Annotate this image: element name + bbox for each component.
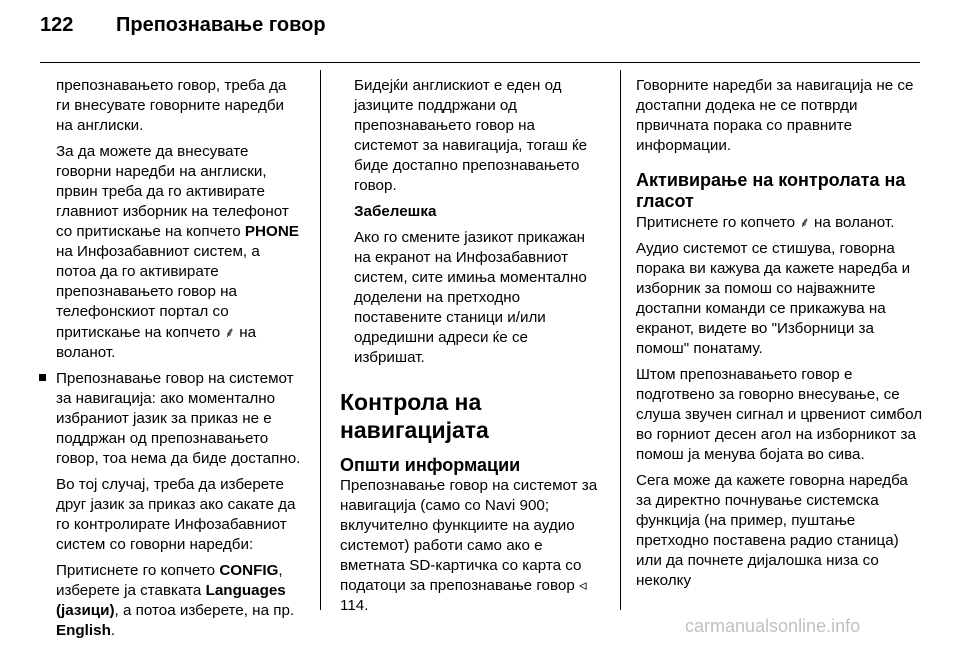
column-2: [340, 76, 602, 622]
page-reference: 114.: [340, 597, 369, 614]
text: Препознавање говор на системот за навигација: ако моментално избраниот јазик за приказ не е поддржан од препознавањето говор, тоа нема да биде достапно.: [56, 370, 301, 467]
paragraph: Бидејќи англискиот е еден од јазиците поддржани од препознавањето говор на системот за навигација, тогаш ќе биде достапно препознавањето говор.: [354, 77, 588, 194]
voice-icon: ⸙: [799, 214, 810, 230]
page-header: [40, 14, 326, 37]
paragraph: [340, 476, 602, 616]
text: .: [110, 622, 116, 639]
paragraph: Штом препознавањето говор е подготвено за говорно внесување, се слуша звучен сигнал и црвениот симбол во горниот десен агол на изборникот за помош ја менува бојата во сива.: [636, 366, 923, 463]
voice-icon: ⸙: [224, 324, 235, 340]
column-divider-2: [620, 70, 621, 610]
note-text: Ако го смените јазикот прикажан на екранот на Инфозабавниот систем, сите имиња моментално доделени на претходно поставените станици и/или одредишни адреси ќе се избришат.: [354, 229, 587, 366]
subsection-heading: Активирање на контролата на гласот: [636, 170, 906, 211]
text: , а потоа изберете, на пр.: [114, 602, 295, 619]
column-1: [56, 76, 302, 647]
paragraph: Сега може да кажете говорна наредба за директно почнување системска функција (на пример, пуштање претходно поставена радио станица) или да почнете дијалошка низа со неколку: [636, 472, 908, 589]
text: Препознавање говор на системот за навигација (само со Navi 900; вклучително функциите на аудио системот) работи само ако е вметната SD-картичка со карта со податоци за препознавање говор: [340, 477, 598, 594]
text: Притиснете го копчето: [636, 214, 800, 231]
paragraph: Говорните наредби за навигација не се достапни додека не се потврди првичната порака со правните информации.: [636, 77, 914, 154]
paragraph: препознавањето говор, треба да ги внесувате говорните наредби на англиски.: [56, 77, 287, 134]
watermark: carmanualsonline.info: [685, 616, 861, 636]
english-item-label: English: [56, 622, 111, 639]
text: на воланот.: [809, 214, 895, 231]
phone-key-label: PHONE: [244, 223, 299, 240]
paragraph: Во тој случај, треба да изберете друг јазик за приказ ако сакате да го контролирате Инфозабавниот систем со говорни наредби:: [56, 476, 296, 553]
text: , изберете ја ставката: [56, 562, 283, 599]
paragraph: [56, 142, 302, 363]
page-number: 122: [40, 14, 74, 36]
text: Притиснете го копчето: [56, 562, 220, 579]
note-title: Забелешка: [354, 203, 437, 220]
header-rule: [40, 62, 920, 63]
reference-arrow-icon: ◃: [579, 577, 587, 594]
paragraph: [636, 212, 926, 233]
config-key-label: CONFIG: [219, 562, 279, 579]
page-title: Препознавање говор: [116, 14, 326, 36]
subsection-heading: Општи информации: [340, 455, 521, 475]
languages-item-label: Languages (јазици): [56, 582, 286, 619]
list-item: [56, 369, 302, 469]
text: на воланот.: [56, 324, 257, 361]
bullet-square-icon: [39, 374, 46, 381]
column-3: [636, 76, 926, 597]
column-divider-1: [320, 70, 321, 610]
section-heading: Контрола на навигацијата: [340, 389, 489, 443]
paragraph: [56, 561, 302, 641]
paragraph: Аудио системот се стишува, говорна порака ви кажува да кажете наредба и изборник за помош со најважните достапни команди се прикажува на екранот, видете во "Изборници за помош" понатаму.: [636, 240, 911, 357]
text: на Инфозабавниот систем, а потоа да го активирате препознавањето говор на телефонскиот портал со притискање на копчето: [56, 243, 260, 341]
text: За да можете да внесувате говорни наредби на англиски, првин треба да го активирате главниот изборник на телефонот со притискање на копчето: [56, 143, 289, 240]
